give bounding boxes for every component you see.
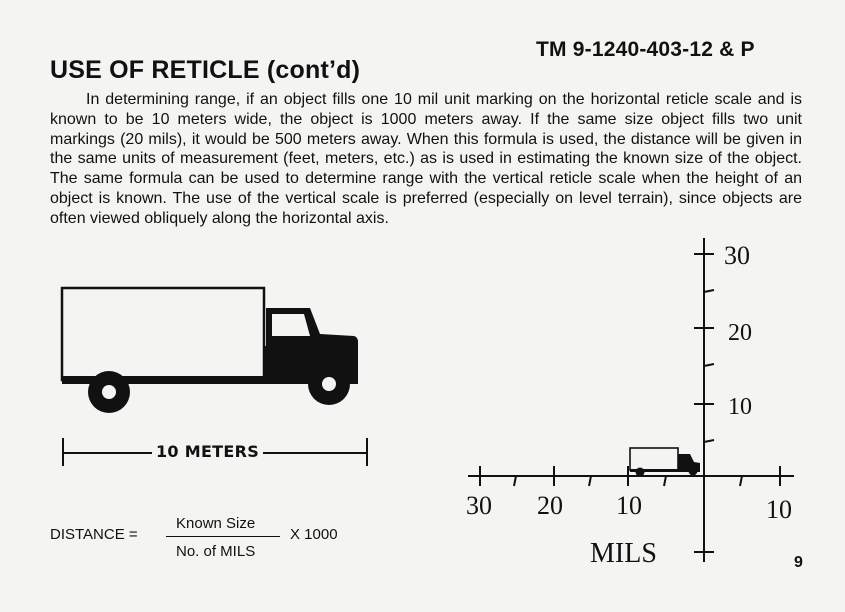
meters-scale-label: 10 METERS (152, 442, 263, 462)
page-number: 9 (794, 554, 803, 571)
meters-scale-right-tick (366, 438, 368, 466)
formula-denominator: No. of MILS (176, 543, 256, 560)
document-id: TM 9-1240-403-12 & P (536, 38, 755, 61)
reticle-horizontal-label-right-10: 10 (766, 495, 792, 524)
formula-multiplier: X 1000 (290, 526, 338, 543)
reticle-vertical-label-30: 30 (724, 241, 750, 270)
reticle-truck-icon (630, 448, 700, 477)
meters-scale-left-tick (62, 438, 64, 466)
section-title: USE OF RETICLE (cont’d) (50, 56, 361, 84)
truck-cab-window (272, 314, 310, 336)
truck-illustration (58, 284, 363, 414)
reticle-horizontal-label-30: 30 (466, 491, 492, 520)
formula-distance-label: DISTANCE = (50, 526, 138, 543)
reticle-vertical-label-10: 10 (728, 394, 752, 420)
reticle-horizontal-label-10: 10 (616, 491, 642, 520)
formula-numerator: Known Size (176, 515, 256, 532)
formula-fraction-bar (166, 536, 280, 537)
body-paragraph: In determining range, if an object fills one 10 mil unit marking on the horizontal reticle scale and is known to be 10 meters wide, the object is 1000 meters away. If the same size object fills two unit markings (20 mils), it would be 500 meters away. When this formula is used, the distance will be given in the same units of measurement (feet, meters, etc.) as is used in estimating the known size of the object. The same formula can be used to determine range with the vertical reticle scale when the height of an object is known. The use of the vertical scale is preferred (especially on level terrain), since objects are often viewed obliquely along the horizontal axis. (50, 91, 802, 227)
reticle-diagram (448, 232, 808, 572)
reticle-units-label: MILS (590, 538, 657, 569)
meters-scale-bar (62, 436, 368, 468)
reticle-horizontal-label-20: 20 (537, 491, 563, 520)
truck-cargo-box (62, 288, 264, 380)
reticle-vertical-label-20: 20 (728, 320, 752, 346)
